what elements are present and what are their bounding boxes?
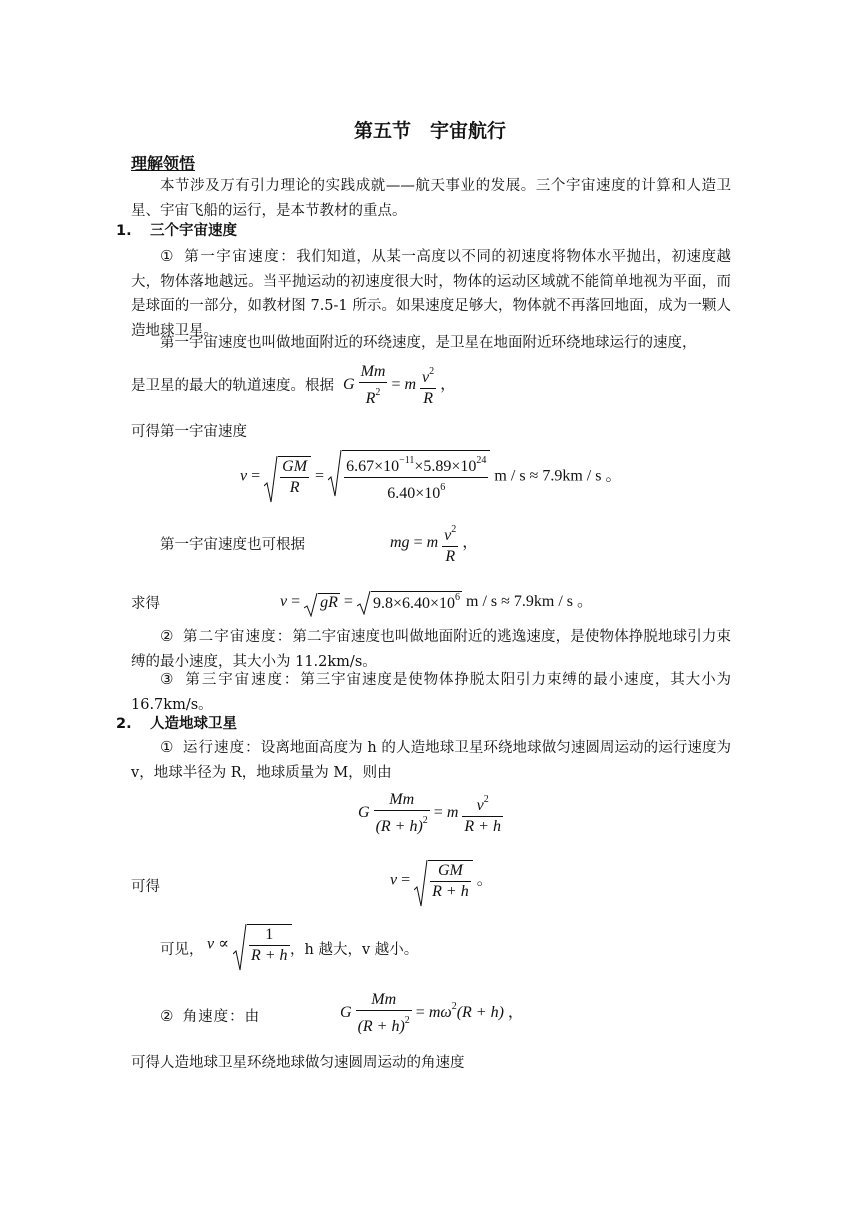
fraction: [356, 990, 412, 1037]
fraction: [442, 520, 458, 567]
exponent: 2: [451, 524, 457, 535]
get-first-speed-label: 可得第一宇宙速度: [131, 424, 247, 440]
square-root: [328, 450, 490, 504]
radical-sign: [233, 924, 247, 972]
exponent: 6: [455, 592, 460, 604]
can-get-label: 可得: [131, 879, 160, 895]
exponent: 2: [429, 366, 435, 377]
period: 。: [476, 871, 493, 889]
equals-sign: =: [343, 593, 353, 610]
eq-symbol: (R + h): [456, 1004, 504, 1022]
comma: ，: [462, 534, 479, 552]
radical-sign: [264, 456, 278, 504]
equation-angular: [340, 990, 524, 1037]
square-root: [304, 593, 340, 612]
numerator: GM: [280, 457, 309, 478]
numerator: v: [422, 369, 430, 386]
fraction: [359, 362, 388, 409]
eq-symbol: G: [343, 376, 355, 394]
numerator: Mm: [356, 990, 412, 1011]
cosmic-speed-1-paragraph: [131, 244, 731, 343]
numerator-part: 6.67×10: [346, 458, 400, 475]
eq-symbol: G: [358, 804, 370, 822]
cosmic-speed-2-lead: 第二宇宙速度：: [183, 629, 293, 645]
cosmic-speed-3-lead: 第三宇宙速度：: [185, 672, 301, 688]
cosmic-speed-2-text: 第二宇宙速度也叫做地面附近的逃逸速度，是使物体挣脱地球引力束缚的最小速度，其大小为 11.2km/s。: [131, 629, 732, 670]
equation-proportional: [207, 924, 292, 966]
square-root: [264, 456, 311, 498]
comma: ，: [440, 376, 457, 394]
equation-satellite: [358, 790, 503, 837]
radical-sign: [304, 593, 318, 617]
fraction: [420, 362, 436, 409]
unit-result: m / s ≈ 7.9km / s: [494, 467, 602, 485]
exponent: −11: [399, 455, 415, 466]
denominator: (R + h): [375, 818, 423, 835]
numerator: GM: [430, 861, 471, 882]
circled-marker-3: ③: [160, 670, 175, 688]
satellite-speed-text: 设离地面高度为 h 的人造地球卫星环绕地球做匀速圆周运动的运行速度为 v，地球半径为 R，地球质量为 M，则由: [131, 740, 732, 781]
numerator: Mm: [359, 362, 388, 383]
square-root: [233, 924, 292, 966]
eq-symbol: G: [340, 1004, 352, 1022]
equals-sign: =: [433, 804, 443, 822]
last-line: 可得人造地球卫星环绕地球做匀速圆周运动的角速度: [131, 1055, 465, 1071]
denominator: R + h: [250, 947, 288, 964]
equals-sign: =: [415, 1004, 425, 1022]
equation-gR: [280, 588, 593, 613]
exponent: 2: [483, 794, 489, 805]
first-speed-line2: 是卫星的最大的轨道速度。根据: [131, 378, 334, 394]
exponent: 2: [422, 815, 428, 826]
radicand: 9.8×6.40×10: [372, 595, 455, 613]
equals-sign: =: [413, 534, 423, 552]
cosmic-speed-1-text: 我们知道，从某一高度以不同的初速度将物体水平抛出，初速度越大，物体落地越远。当平抛运动的初速度很大时，物体的运动区域就不能简单地视为平面，而是球面的一部分，如教材图 7.5-1 所示。如果速度足够大，物体就不再落回地面，成为一颗人造地球卫星。: [131, 249, 732, 339]
angular-speed-lead: 角速度：: [182, 1009, 245, 1025]
radical-sign: [328, 450, 342, 498]
equation-mg: [390, 520, 478, 567]
obtain-label: 求得: [131, 596, 160, 612]
cosmic-speed-3-paragraph: [131, 667, 731, 717]
exponent: 6: [440, 482, 446, 493]
equals-sign: =: [315, 467, 325, 485]
numerator: Mm: [374, 790, 430, 811]
eq-symbol: m: [446, 804, 459, 822]
eq-symbol: v: [207, 935, 215, 953]
circled-marker-2: ②: [160, 627, 174, 645]
proportional-sign: ∝: [218, 935, 229, 953]
equation-first-speed: [240, 450, 621, 504]
satellite-speed-paragraph: [131, 735, 731, 785]
equals-sign: =: [391, 376, 401, 394]
denominator: 6.40×10: [387, 485, 441, 502]
exponent: 24: [476, 455, 487, 466]
denominator: R: [365, 390, 376, 407]
denominator: R: [445, 548, 456, 565]
fraction: [462, 790, 503, 837]
equation-satellite-speed: [390, 860, 493, 902]
first-speed-line1: 第一宇宙速度也叫做地面附近的环绕速度，是卫星在地面附近环绕地球运行的速度，: [160, 335, 697, 351]
visible-tail: ，h 越大，v 越小。: [290, 942, 419, 958]
denominator: R: [289, 479, 300, 496]
section-heading: 理解领悟: [131, 154, 196, 173]
numerator: 1: [249, 925, 290, 946]
angular-speed-line: [160, 1004, 259, 1029]
page-title: 第五节 宇宙航行: [353, 120, 506, 142]
cosmic-speed-3-text: 第三宇宙速度是使物体挣脱太阳引力束缚的最小速度，其大小为 16.7km/s。: [131, 672, 732, 713]
denominator: R + h: [432, 883, 469, 900]
also-by-label: 第一宇宙速度也可根据: [160, 537, 305, 553]
equals-sign: =: [251, 467, 261, 485]
circled-marker-1: ①: [160, 738, 174, 756]
circled-marker-1: ①: [160, 247, 174, 265]
fraction: [374, 790, 430, 837]
square-root: [357, 591, 462, 613]
eq-symbol: m: [426, 534, 439, 552]
eq-symbol: v: [390, 871, 398, 889]
square-root: [414, 860, 473, 902]
eq-symbol: mω: [428, 1004, 452, 1022]
visible-label: 可见，: [160, 942, 204, 958]
numerator: v: [476, 797, 484, 814]
numerator-part: ×5.89×10: [414, 458, 477, 475]
exponent: 2: [375, 387, 381, 398]
eq-symbol: m: [404, 376, 417, 394]
radical-sign: [414, 860, 428, 908]
intro-paragraph: 本节涉及万有引力理论的实践成就——航天事业的发展。三个宇宙速度的计算和人造卫星、宇宙飞船的运行，是本节教材的重点。: [131, 178, 731, 219]
heading-2-number: 2.: [116, 716, 132, 732]
angular-speed-from: 由: [244, 1009, 260, 1025]
equals-sign: =: [401, 871, 411, 889]
equation-gravity-centripetal: [343, 362, 456, 409]
radical-sign: [357, 591, 371, 615]
unit-result: m / s ≈ 7.9km / s: [466, 593, 574, 610]
heading-2-text: 人造地球卫星: [150, 716, 238, 732]
denominator: R + h: [464, 818, 501, 835]
heading-2: [116, 712, 237, 736]
heading-1: [116, 219, 237, 243]
comma: ，: [507, 1004, 524, 1022]
heading-1-text: 三个宇宙速度: [150, 223, 238, 239]
heading-1-number: 1.: [116, 223, 132, 239]
eq-symbol: mg: [390, 534, 410, 552]
eq-symbol: v: [280, 593, 288, 610]
cosmic-speed-1-lead: 第一宇宙速度：: [184, 249, 297, 265]
satellite-speed-lead: 运行速度：: [182, 740, 261, 756]
circled-marker-2: ②: [160, 1007, 174, 1025]
exponent: 2: [404, 1015, 410, 1026]
period: 。: [577, 593, 594, 610]
exponent: 2: [451, 1001, 457, 1013]
denominator: R: [423, 390, 433, 407]
period: 。: [605, 467, 622, 485]
radicand: gR: [320, 593, 338, 611]
equals-sign: =: [291, 593, 301, 610]
eq-symbol: v: [240, 467, 248, 485]
numerator: v: [444, 527, 452, 544]
denominator: (R + h): [357, 1018, 405, 1035]
